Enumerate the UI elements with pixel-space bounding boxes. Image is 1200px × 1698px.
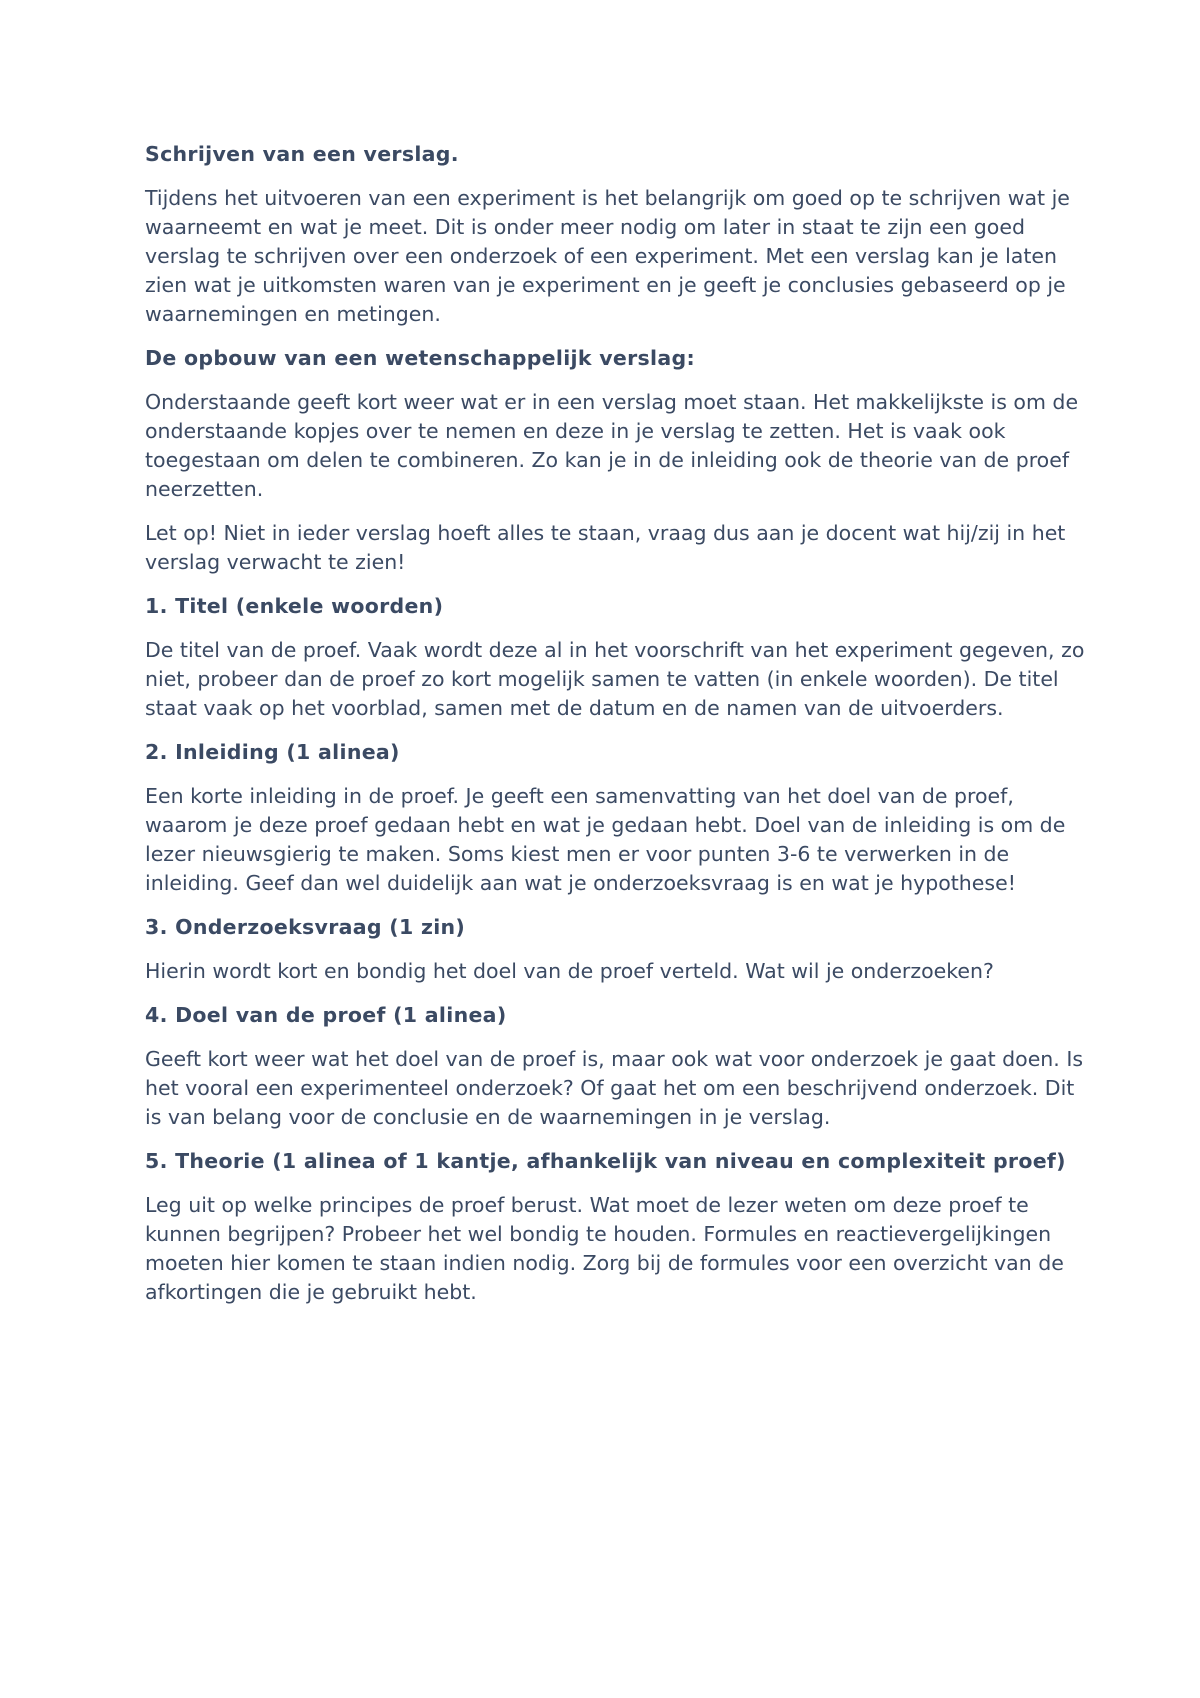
- section-text-onderzoeksvraag: Hierin wordt kort en bondig het doel van de proef verteld. Wat wil je onderzoeken?: [145, 959, 994, 983]
- section-heading-inleiding: 2. Inleiding (1 alinea): [145, 740, 400, 764]
- structure-paragraph: Onderstaande geeft kort weer wat er in een verslag moet staan. Het makkelijkste is om de onderstaande kopjes over te nemen en deze in je verslag te zetten. Het is vaak ook toegestaan om delen te combineren. Zo kan je in de inleiding ook de theorie van de proef neerzetten.: [145, 390, 1079, 501]
- section-text-titel: De titel van de proef. Vaak wordt deze al in het voorschrift van het experiment gegeven, zo niet, probeer dan de proef zo kort mogelijk samen te vatten (in enkele woorden). De titel staat vaak op het voorblad, samen met de datum en de namen van de uitvoerders.: [145, 638, 1085, 720]
- section-text-doel: Geeft kort weer wat het doel van de proef is, maar ook wat voor onderzoek je gaat doen. Is het vooral een experimenteel onderzoek? Of gaat het om een beschrijvend onderzoek. Dit is van belang voor de conclusie en de waarnemingen in je verslag.: [145, 1047, 1084, 1129]
- section-heading-onderzoeksvraag: 3. Onderzoeksvraag (1 zin): [145, 915, 466, 939]
- document-page: [145, 140, 1085, 1322]
- section-heading-titel: 1. Titel (enkele woorden): [145, 594, 444, 618]
- section-text-inleiding: Een korte inleiding in de proef. Je geeft een samenvatting van het doel van de proef, waarom je deze proef gedaan hebt en wat je gedaan hebt. Doel van de inleiding is om de lezer nieuwsgierig te maken. Soms kiest men er voor punten 3-6 te verwerken in de inleiding. Geef dan wel duidelijk aan wat je onderzoeksvraag is en wat je hypothese!: [145, 784, 1066, 895]
- section-text-theorie: Leg uit op welke principes de proef berust. Wat moet de lezer weten om deze proef te kunnen begrijpen? Probeer het wel bondig te houden. Formules en reactievergelijkingen moeten hier komen te staan indien nodig. Zorg bij de formules voor een overzicht van de afkortingen die je gebruikt hebt.: [145, 1193, 1064, 1304]
- intro-paragraph: Tijdens het uitvoeren van een experiment is het belangrijk om goed op te schrijven wat je waarneemt en wat je meet. Dit is onder meer nodig om later in staat te zijn een goed verslag te schrijven over een onderzoek of een experiment. Met een verslag kan je laten zien wat je uitkomsten waren van je experiment en je geeft je conclusies gebaseerd op je waarnemingen en metingen.: [145, 186, 1070, 326]
- document-title: Schrijven van een verslag.: [145, 142, 459, 166]
- section-heading-doel: 4. Doel van de proef (1 alinea): [145, 1003, 507, 1027]
- structure-heading: De opbouw van een wetenschappelijk verslag:: [145, 346, 695, 370]
- section-heading-theorie: 5. Theorie (1 alinea of 1 kantje, afhankelijk van niveau en complexiteit proef): [145, 1149, 1066, 1173]
- note-paragraph: Let op! Niet in ieder verslag hoeft alles te staan, vraag dus aan je docent wat hij/zij in het verslag verwacht te zien!: [145, 521, 1066, 574]
